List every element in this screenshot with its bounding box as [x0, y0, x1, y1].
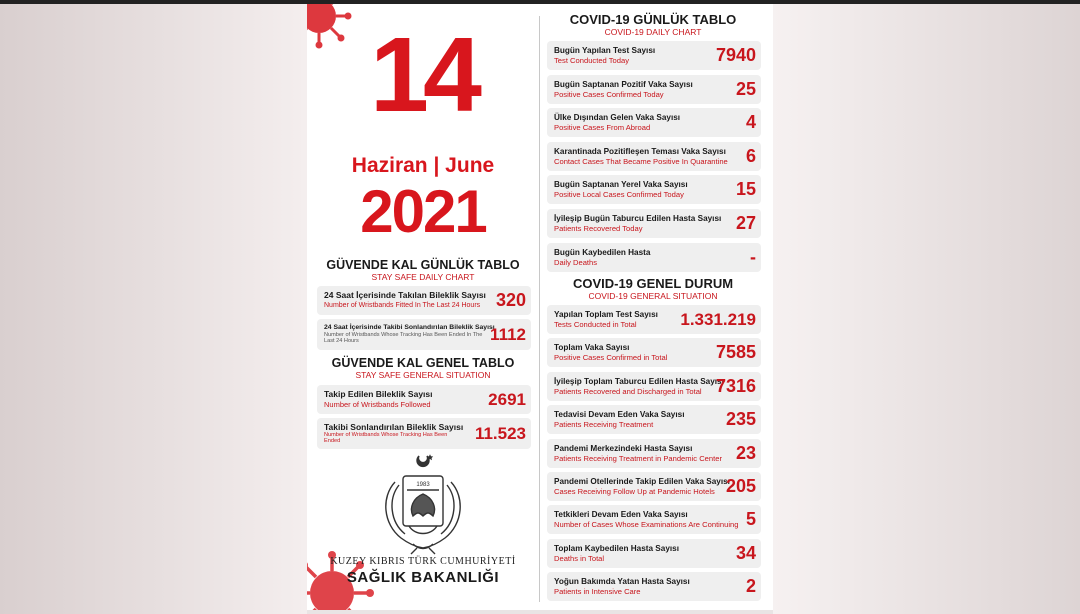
row-value: 7585	[715, 342, 756, 363]
covid-general-row	[547, 305, 761, 334]
row-value: 2691	[488, 389, 526, 409]
covid-daily-row	[547, 243, 761, 272]
row-value: 5	[745, 509, 756, 530]
covid-general-subtitle: COVID-19 GENERAL SITUATION	[588, 291, 718, 301]
row-label-tr: Pandemi Merkezindeki Hasta Sayısı	[554, 443, 693, 453]
row-label-en: Number of Wristbands Whose Tracking Has Been Ended In The Last 24 Hours	[324, 332, 483, 344]
covid-general-row	[547, 338, 761, 367]
row-value: 23	[735, 442, 756, 463]
covid-general-row	[547, 372, 761, 401]
row-label-tr: İyileşip Bugün Taburcu Edilen Hasta Sayısı	[554, 214, 722, 223]
stay-safe-daily-row	[317, 319, 531, 350]
covid-general-row	[547, 439, 761, 468]
row-value: 25	[735, 78, 756, 99]
row-label-en: Cases Receiving Follow Up at Pandemic Hotels	[554, 487, 715, 496]
row-label-en: Number of Cases Whose Examinations Are Continuing	[554, 520, 739, 530]
row-label-tr: Bugün Saptanan Pozitif Vaka Sayısı	[554, 79, 693, 89]
row-value: 6	[745, 145, 756, 166]
ministry-emblem-icon	[373, 452, 473, 556]
row-label-tr: Bugün Yapılan Test Sayısı	[554, 46, 656, 55]
covid-daily-row	[547, 108, 761, 137]
row-label-en: Number of Wristbands Followed	[324, 400, 431, 409]
ministry-name: SAĞLIK BAKANLIĞI	[346, 569, 500, 586]
covid-general-row	[547, 472, 761, 501]
row-label-tr: Karantinada Pozitifleşen Teması Vaka Sayısı	[554, 146, 726, 156]
covid-daily-title: COVID-19 GÜNLÜK TABLO	[569, 12, 737, 27]
row-label-en: Test Conducted Today	[554, 56, 630, 65]
date-month: Haziran | June	[351, 154, 495, 177]
row-label-tr: Yapılan Toplam Test Sayısı	[554, 310, 658, 319]
row-label-en: Patients Recovered and Discharged in Total	[554, 386, 702, 396]
row-value: 1.331.219	[680, 309, 756, 329]
row-label-en: Patients Receiving Treatment in Pandemic Center	[554, 453, 722, 463]
column-divider	[539, 16, 540, 602]
row-label-en: Positive Cases Confirmed Today	[554, 89, 664, 99]
row-value: 320	[495, 290, 526, 310]
row-value: 2	[745, 576, 756, 597]
row-label-en: Daily Deaths	[554, 257, 598, 267]
infographic-poster	[307, 4, 773, 610]
row-value: 34	[735, 542, 756, 563]
background-left	[0, 4, 307, 614]
stay-safe-daily-row	[317, 286, 531, 315]
row-label-en: Positive Local Cases Confirmed Today	[554, 190, 684, 200]
row-label-tr: Takibi Sonlandırılan Bileklik Sayısı	[324, 422, 464, 432]
covid-daily-row	[547, 209, 761, 238]
row-label-tr: Yoğun Bakımda Yatan Hasta Sayısı	[554, 577, 690, 587]
covid-general-row	[547, 572, 761, 601]
row-value: 27	[735, 213, 756, 233]
row-label-tr: Bugün Kaybedilen Hasta	[554, 247, 651, 257]
row-label-en: Patients Recovered Today	[554, 224, 643, 233]
row-label-en: Number of Wristbands Fitted In The Last 24 Hours	[324, 302, 481, 309]
ministry-country: KUZEY KIBRIS TÜRK CUMHURİYETİ	[330, 556, 516, 567]
background-right	[773, 4, 1080, 614]
stay-safe-daily-title: GÜVENDE KAL GÜNLÜK TABLO	[326, 258, 520, 272]
stay-safe-general-row	[317, 418, 531, 449]
covid-daily-row	[547, 75, 761, 104]
row-label-tr: 24 Saat İçerisinde Takılan Bileklik Sayısı	[324, 290, 486, 300]
covid-general-title: COVID-19 GENEL DURUM	[572, 276, 734, 291]
covid-daily-subtitle: COVID-19 DAILY CHART	[604, 27, 702, 37]
row-label-tr: Takip Edilen Bileklik Sayısı	[324, 389, 433, 399]
row-label-tr: Pandemi Otellerinde Takip Edilen Vaka Sayısı	[554, 477, 730, 486]
row-label-en: Tests Conducted in Total	[554, 320, 637, 329]
row-label-tr: Bugün Saptanan Yerel Vaka Sayısı	[554, 180, 688, 190]
stay-safe-daily-subtitle: STAY SAFE DAILY CHART	[371, 272, 475, 282]
row-value: 235	[725, 409, 756, 430]
row-label-en: Positive Cases Confirmed in Total	[554, 353, 668, 363]
row-label-tr: İyileşip Toplam Taburcu Edilen Hasta Sayısı	[554, 376, 724, 386]
row-label-en: Deaths in Total	[554, 553, 605, 563]
covid-general-row	[547, 405, 761, 434]
stay-safe-general-title: GÜVENDE KAL GENEL TABLO	[331, 356, 515, 370]
row-value: 7316	[715, 375, 756, 396]
row-value: 11.523	[474, 423, 526, 443]
covid-daily-row	[547, 175, 761, 204]
row-value: 15	[735, 179, 756, 200]
row-label-tr: Toplam Kaybedilen Hasta Sayısı	[554, 543, 679, 553]
row-label-tr: Tetkikleri Devam Eden Vaka Sayısı	[554, 510, 688, 520]
row-label-tr: Ülke Dışından Gelen Vaka Sayısı	[554, 113, 681, 123]
row-label-tr: Toplam Vaka Sayısı	[554, 343, 630, 353]
row-label-en: Patients in Intensive Care	[554, 587, 641, 597]
row-value: 1112	[490, 324, 526, 344]
row-value: 205	[725, 476, 756, 496]
row-value: 7940	[715, 45, 756, 65]
row-value: -	[750, 246, 756, 267]
row-label-en: Number of Wristbands Whose Tracking Has Been Ended	[324, 432, 448, 444]
covid-general-row	[547, 539, 761, 568]
row-label-en: Contact Cases That Became Positive In Quarantine	[554, 156, 728, 166]
row-label-tr: Tedavisi Devam Eden Vaka Sayısı	[554, 410, 685, 420]
row-label-tr: 24 Saat İçerisinde Takibi Sonlandırılan Bileklik Sayısı	[324, 324, 495, 331]
emblem-year: 1983	[416, 482, 430, 488]
row-value: 4	[745, 112, 756, 133]
row-label-en: Positive Cases From Abroad	[554, 123, 651, 133]
stay-safe-general-row	[317, 385, 531, 414]
stay-safe-general-subtitle: STAY SAFE GENERAL SITUATION	[355, 370, 491, 380]
covid-daily-row	[547, 142, 761, 171]
covid-daily-row	[547, 41, 761, 70]
row-label-en: Patients Receiving Treatment	[554, 420, 654, 430]
date-day: 14	[370, 16, 476, 134]
date-year: 2021	[360, 178, 486, 245]
covid-general-row	[547, 505, 761, 534]
